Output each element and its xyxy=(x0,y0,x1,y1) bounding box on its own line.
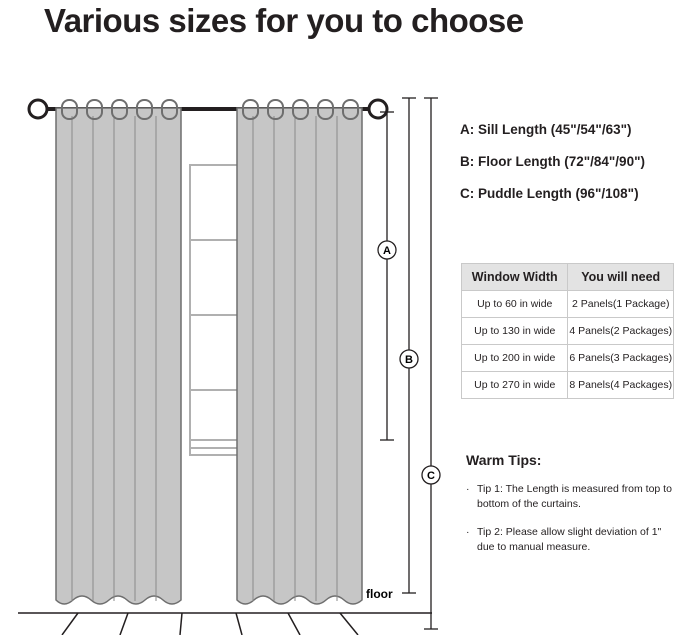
table-cell-need: 4 Panels(2 Packages) xyxy=(568,318,674,345)
legend-item-a: A: Sill Length (45"/54"/63") xyxy=(460,122,632,137)
marker-b-label: B xyxy=(405,354,413,366)
page-title: Various sizes for you to choose xyxy=(44,2,524,39)
floor xyxy=(18,613,432,635)
table-row xyxy=(462,291,674,318)
marker-a-label: A xyxy=(383,245,391,257)
table-cell-width: Up to 130 in wide xyxy=(462,318,568,345)
table-cell-width: Up to 270 in wide xyxy=(462,372,568,399)
table-row xyxy=(462,372,674,399)
table-cell-width: Up to 200 in wide xyxy=(462,345,568,372)
marker-c xyxy=(422,466,440,484)
table-cell-need: 6 Panels(3 Packages) xyxy=(568,345,674,372)
curtain-panel-left xyxy=(56,100,181,604)
table-header-row xyxy=(462,264,674,291)
curtain-panel-right xyxy=(237,100,362,604)
legend-item-c: C: Puddle Length (96"/108") xyxy=(460,186,639,201)
table-cell-width: Up to 60 in wide xyxy=(462,291,568,318)
curtain-diagram xyxy=(0,60,450,635)
table-header-you-will-need: You will need xyxy=(568,264,674,291)
tip-item xyxy=(466,525,676,555)
legend xyxy=(460,122,675,218)
table-cell-need: 2 Panels(1 Package) xyxy=(568,291,674,318)
marker-c-label: C xyxy=(427,470,435,482)
table-row xyxy=(462,345,674,372)
tip-text: Tip 2: Please allow slight deviation of 1" due to manual measure. xyxy=(477,526,662,553)
size-table xyxy=(461,263,674,399)
legend-item-b: B: Floor Length (72"/84"/90") xyxy=(460,154,645,169)
tip-text: Tip 1: The Length is measured from top to bottom of the curtains. xyxy=(477,483,672,510)
tip-item xyxy=(466,482,676,512)
bullet-icon: · xyxy=(466,526,470,538)
table-header-window-width: Window Width xyxy=(462,264,568,291)
warm-tips xyxy=(466,452,676,568)
marker-b xyxy=(400,350,418,368)
floor-label: floor xyxy=(366,587,393,601)
table-row xyxy=(462,318,674,345)
table-cell-need: 8 Panels(4 Packages) xyxy=(568,372,674,399)
warm-tips-title: Warm Tips: xyxy=(466,452,542,468)
bullet-icon: · xyxy=(466,483,470,495)
marker-a xyxy=(378,241,396,259)
